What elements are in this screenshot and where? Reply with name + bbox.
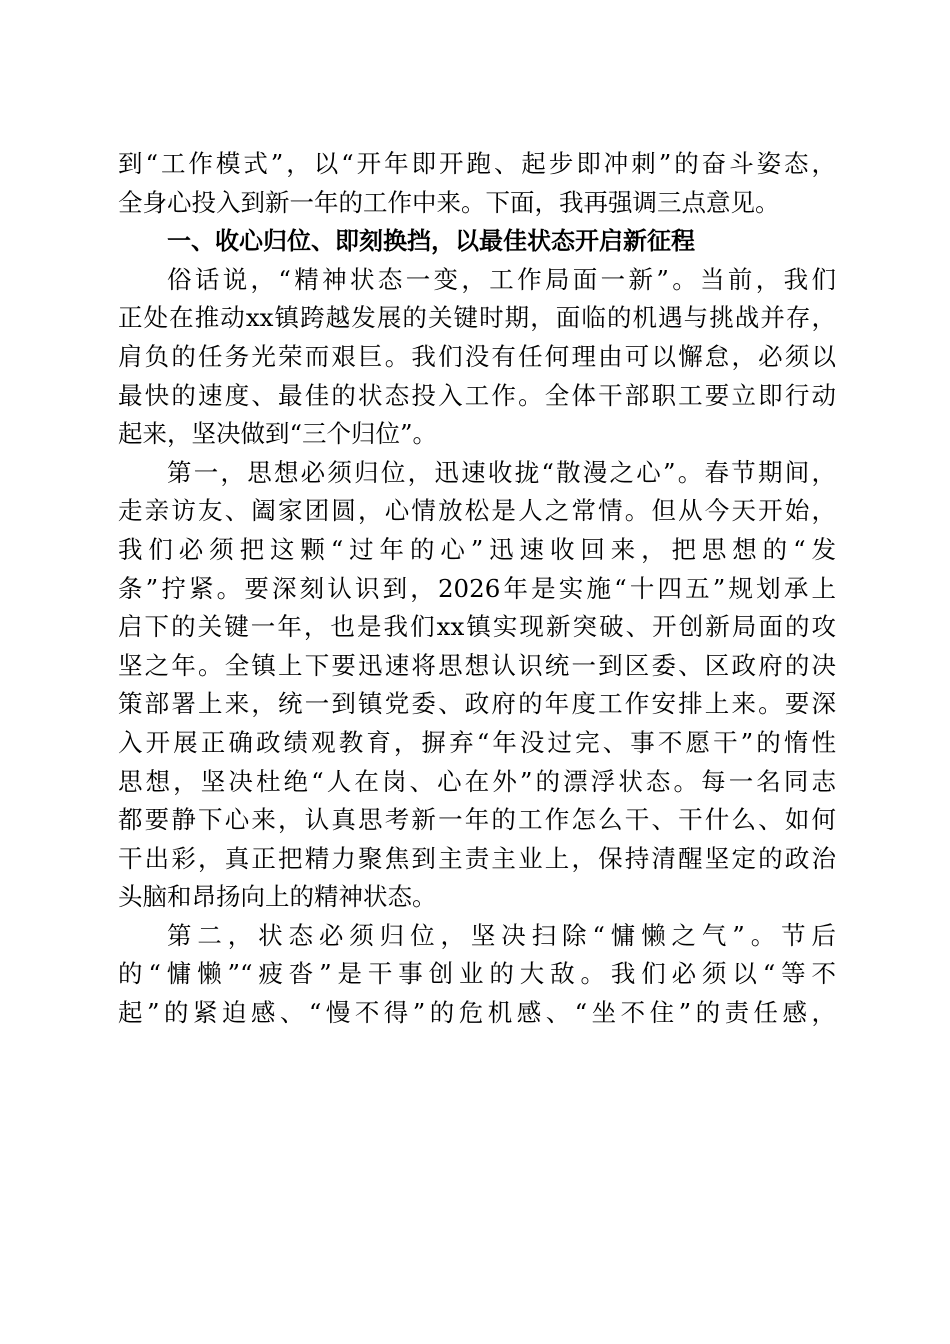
text-line: 最快的速度、最佳的状态投入工作。全体干部职工要立即行动 — [118, 380, 836, 410]
document-page — [118, 145, 836, 1033]
text-line: 的“慵懒”“疲沓”是干事创业的大敌。我们必须以“等不 — [118, 959, 836, 989]
text-line: 第二，状态必须归位，坚决扫除“慵懒之气”。节后 — [167, 920, 836, 950]
text-line: 起来，坚决做到“三个归位”。 — [118, 419, 438, 449]
text-line: 条”拧紧。要深刻认识到，2026年是实施“十四五”规划承上 — [118, 573, 836, 603]
paragraph-second-point — [118, 917, 836, 1033]
text-line: 到“工作模式”，以“开年即开跑、起步即冲刺”的奋斗姿态， — [118, 149, 836, 178]
text-line: 我们必须把这颗“过年的心”迅速收回来，把思想的“发 — [118, 534, 836, 564]
text-line: 干出彩，真正把精力聚焦到主责主业上，保持清醒坚定的政治 — [118, 843, 836, 873]
text-line: 启下的关键一年，也是我们xx镇实现新突破、开创新局面的攻 — [118, 612, 836, 642]
text-line: 起”的紧迫感、“慢不得”的危机感、“坐不住”的责任感， — [118, 998, 836, 1028]
text-line: 正处在推动xx镇跨越发展的关键时期，面临的机遇与挑战并存， — [118, 303, 836, 333]
text-line: 策部署上来，统一到镇党委、政府的年度工作安排上来。要深 — [118, 689, 836, 719]
text-line: 俗话说，“精神状态一变，工作局面一新”。当前，我们 — [167, 264, 836, 294]
text-line: 肩负的任务光荣而艰巨。我们没有任何理由可以懈怠，必须以 — [118, 341, 836, 371]
text-line: 第一，思想必须归位，迅速收拢“散漫之心”。春节期间， — [167, 457, 836, 487]
paragraph-first-point — [118, 454, 836, 917]
section-heading: 一、收心归位、即刻换挡，以最佳状态开启新征程 — [167, 227, 695, 256]
text-line: 入开展正确政绩观教育，摒弃“年没过完、事不愿干”的惰性 — [118, 727, 836, 757]
text-line: 走亲访友、阖家团圆，心情放松是人之常情。但从今天开始， — [118, 496, 836, 526]
text-line: 思想，坚决杜绝“人在岗、心在外”的漂浮状态。每一名同志 — [118, 766, 836, 796]
text-line: 全身心投入到新一年的工作中来。下面，我再强调三点意见。 — [118, 187, 780, 217]
text-line: 坚之年。全镇上下要迅速将思想认识统一到区委、区政府的决 — [118, 650, 836, 680]
intro-paragraph — [118, 145, 836, 222]
paragraph-proverb — [118, 261, 836, 454]
text-line: 头脑和昂扬向上的精神状态。 — [118, 882, 437, 912]
text-line: 都要静下心来，认真思考新一年的工作怎么干、干什么、如何 — [118, 805, 836, 835]
